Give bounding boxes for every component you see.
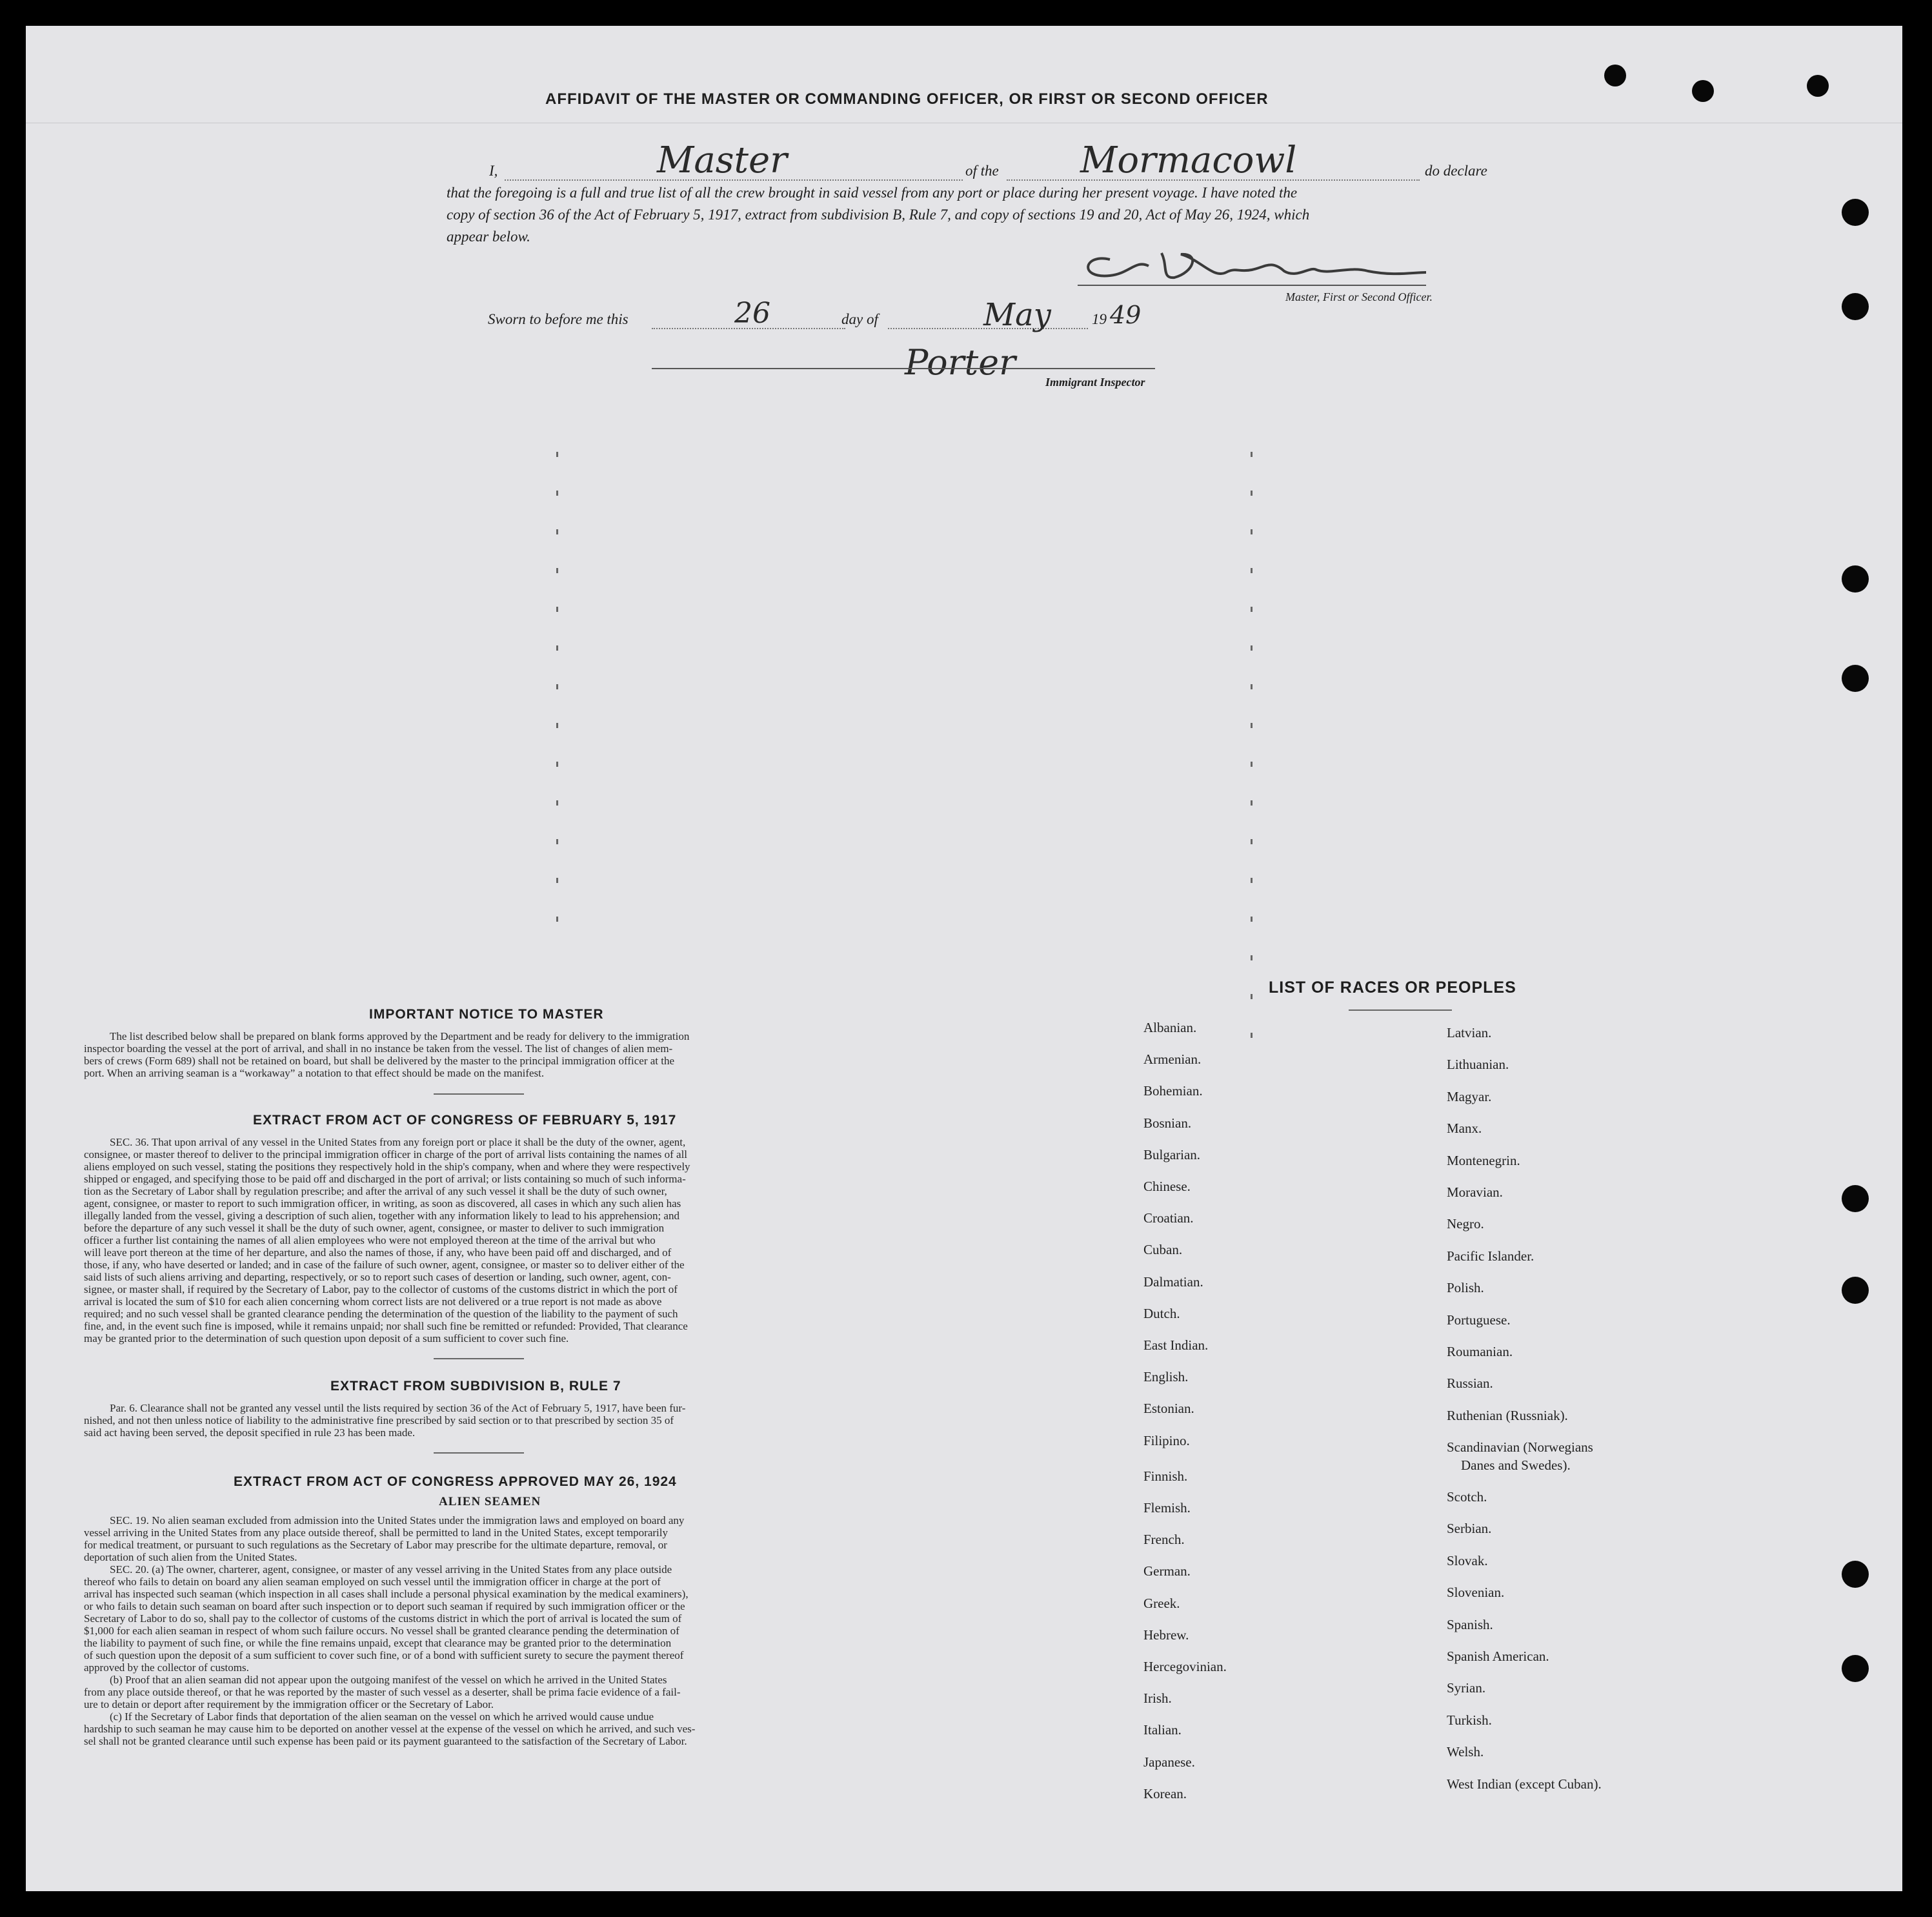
rule7-line: nished, and not then unless notice of liability to the administrative fine prescribed by said section or to that prescribed by section 35 of <box>84 1414 674 1426</box>
do-declare-label: do declare <box>1425 163 1487 179</box>
section-divider <box>434 1358 524 1359</box>
race-item: Polish. <box>1447 1280 1484 1296</box>
extract-1924-line: Secretary of Labor to do so, shall pay to the collector of customs of the customs district in which the port of arrival is located the sum of <box>84 1612 682 1625</box>
sworn-month: May <box>983 297 1051 333</box>
extract-1917-line: SEC. 36. That upon arrival of any vessel in the United States from any foreign port or place it shall be the duty of the owner, agent, <box>110 1136 686 1148</box>
manifest-page <box>26 26 1902 1891</box>
extract-1924-title: EXTRACT FROM ACT OF CONGRESS APPROVED MAY 26, 1924 <box>234 1474 677 1489</box>
notice-line: inspector boarding the vessel at the port of arrival, and shall in no instance be taken from the vessel. The list of changes of alien mem- <box>84 1042 673 1055</box>
race-item: Spanish American. <box>1447 1648 1549 1664</box>
year-prefix: 19 <box>1092 311 1107 327</box>
race-item: Slovak. <box>1447 1552 1488 1568</box>
i-label: I, <box>489 163 498 179</box>
rule7-line: Par. 6. Clearance shall not be granted any vessel until the lists required by section 36 of the Act of February 5, 1917, have been fur- <box>110 1402 686 1414</box>
race-item: Chinese. <box>1143 1179 1191 1194</box>
extract-1924-line: arrival has inspected such seaman (which inspection in all cases shall include a personal physical examination by the medical examiners), <box>84 1588 689 1600</box>
punch-hole <box>1842 1277 1869 1304</box>
race-item: Welsh. <box>1447 1744 1484 1760</box>
notice-line: port. When an arriving seaman is a “workaway” a notation to that effect should be made on the manifest. <box>84 1067 545 1079</box>
race-item: Albanian. <box>1143 1020 1197 1035</box>
rule7-title: EXTRACT FROM SUBDIVISION B, RULE 7 <box>330 1379 621 1394</box>
extract-1917-line: will leave port thereon at the time of her departure, and also the names of those, if any, who have been paid off and discharged, and of <box>84 1246 672 1259</box>
race-item: Hercegovinian. <box>1143 1659 1227 1674</box>
race-item: Russian. <box>1447 1375 1493 1392</box>
fold-marks-left <box>556 452 558 955</box>
extract-1924-line: vessel arriving in the United States from any place outside thereof, shall be permitted to land in the United States, except temporarily <box>84 1527 668 1539</box>
race-item: Montenegrin. <box>1447 1152 1520 1168</box>
race-item: Dalmatian. <box>1143 1273 1203 1290</box>
extract-1924-line: or who fails to detain such seaman on board after such inspection or to deport such seaman if required by such immigration officer or the <box>84 1600 685 1612</box>
race-item: Greek. <box>1143 1595 1180 1611</box>
inspector-line <box>652 368 1155 369</box>
extract-1924-line: $1,000 for each alien seaman in respect of whom such failure occurs. No vessel shall be granted clearance pending the determination of <box>84 1625 679 1637</box>
extract-1924-line: of such question upon the deposit of a sum sufficient to cover such fine, or of a bond with sufficient surety to secure the payment thereof <box>84 1649 684 1661</box>
race-item: Dutch. <box>1143 1305 1180 1321</box>
extract-1917-line: tion as the Secretary of Labor shall by regulation prescribe; and after the arrival of any such vessel it shall be the duty of such owner, <box>84 1185 667 1197</box>
punch-hole-top <box>1807 75 1829 97</box>
race-item: Finnish. <box>1143 1468 1188 1484</box>
punch-hole <box>1842 1561 1869 1588</box>
race-item: Ruthenian (Russniak). <box>1447 1407 1568 1423</box>
race-item: Latvian. <box>1447 1025 1492 1040</box>
races-title-divider <box>1349 1009 1452 1011</box>
race-item: East Indian. <box>1143 1337 1209 1353</box>
extract-1924-text <box>84 1514 923 1747</box>
extract-1917-line: required; and no such vessel shall be granted clearance pending the determination of the question of the liability to the payment of such <box>84 1308 678 1320</box>
affidavit-body-line3: appear below. <box>447 228 530 245</box>
extract-1917-line: fine, and, in the event such fine is imposed, while it remains unpaid; nor shall such fine be remitted or refunded: Provided, That clearance <box>84 1320 688 1332</box>
extract-1917-line: consignee, or master thereof to deliver to the principal immigration officer in charge of the port of arrival lists containing the names of all <box>84 1148 688 1161</box>
extract-1924-line: deportation of such alien from the United States. <box>84 1551 297 1563</box>
race-item: Negro. <box>1447 1216 1484 1232</box>
race-item: Hebrew. <box>1143 1627 1189 1643</box>
punch-hole-top <box>1692 80 1714 102</box>
race-item: Japanese. <box>1143 1754 1195 1770</box>
notice-line: bers of crews (Form 689) shall not be retained on board, but shall be delivered by the master to the principal immigration officer at the <box>84 1055 675 1067</box>
affidavit-body-line2: copy of section 36 of the Act of February 5, 1917, extract from subdivision B, Rule 7, and copy of sections 19 and 20, Act of May 26, 1924, which <box>447 207 1310 223</box>
race-item: Serbian. <box>1447 1521 1492 1537</box>
extract-1917-line: those, if any, who have deserted or landed; and in case of the failure of such owner, agent, consignee, or master so to deliver either of the <box>84 1259 685 1271</box>
officer-name: Master <box>657 139 787 181</box>
extract-1917-line: illegally landed from the vessel, giving a description of such alien, together with any information likely to lead to his apprehension; and <box>84 1210 679 1222</box>
vessel-name: Mormacowl <box>1080 139 1297 181</box>
year-suffix: 49 <box>1110 301 1142 329</box>
punch-hole <box>1842 1185 1869 1212</box>
race-item: Armenian. <box>1143 1051 1202 1068</box>
day-of-label: day of <box>841 311 878 327</box>
extract-1924-line: (b) Proof that an alien seaman did not appear upon the outgoing manifest of the vessel on which he arrived in the United States <box>110 1674 667 1686</box>
sworn-day: 26 <box>734 297 770 330</box>
extract-1924-line: hardship to such seaman he may cause him to be deported on another vessel at the expense of the vessel on which he arrived, and such ves- <box>84 1723 696 1735</box>
extract-1924-subtitle: ALIEN SEAMEN <box>439 1495 541 1508</box>
rule7-text <box>84 1402 923 1439</box>
extract-1924-line: SEC. 19. No alien seaman excluded from admission into the United States under the immigration laws and employed on board any <box>110 1514 685 1527</box>
race-item: Filipino. <box>1143 1432 1190 1448</box>
sworn-label: Sworn to before me this <box>488 311 629 327</box>
race-item: Slovenian. <box>1447 1585 1505 1601</box>
race-item: French. <box>1143 1532 1185 1548</box>
extract-1917-line: aliens employed on such vessel, stating the positions they respectively hold in the ship's company, when and where they were respectively <box>84 1161 690 1173</box>
extract-1917-text <box>84 1136 923 1344</box>
punch-hole <box>1842 199 1869 226</box>
inspector-signature: Porter <box>905 342 1016 383</box>
race-item: German. <box>1143 1563 1191 1579</box>
race-item: Flemish. <box>1143 1500 1191 1516</box>
punch-hole <box>1842 1655 1869 1682</box>
race-item: English. <box>1143 1369 1189 1385</box>
section-divider <box>434 1452 524 1454</box>
race-item: Moravian. <box>1447 1184 1503 1200</box>
extract-1924-line: thereof who fails to detain on board any alien seaman employed on such vessel until the immigration officer in charge at the port of <box>84 1576 661 1588</box>
race-item: Pacific Islander. <box>1447 1248 1535 1264</box>
extract-1917-line: may be granted prior to the determination of such question upon deposit of a sum sufficient to cover such fine. <box>84 1332 569 1344</box>
punch-hole <box>1842 293 1869 320</box>
affidavit-title: AFFIDAVIT OF THE MASTER OR COMMANDING OFFICER, OR FIRST OR SECOND OFFICER <box>545 90 1269 108</box>
race-item: Roumanian. <box>1447 1344 1513 1359</box>
of-the-label: of the <box>965 163 999 179</box>
extract-1917-line: said lists of such aliens arriving and departing, respectively, or so to report such cases of desertion or landing, such owner, agent, con- <box>84 1271 671 1283</box>
extract-1917-line: shipped or engaged, and specifying those to be paid off and discharged in the port of arrival; or lists containing so much of such informa- <box>84 1173 686 1185</box>
race-item: Lithuanian. <box>1447 1057 1509 1073</box>
race-item: Spanish. <box>1447 1616 1493 1632</box>
race-item: Magyar. <box>1447 1088 1492 1104</box>
extract-1924-line: (c) If the Secretary of Labor finds that deportation of the alien seaman on the vessel on which he arrived would cause undue <box>110 1710 654 1723</box>
races-title: LIST OF RACES OR PEOPLES <box>1269 979 1516 997</box>
race-item: Bosnian. <box>1143 1115 1192 1131</box>
race-item: Syrian. <box>1447 1680 1486 1696</box>
race-item: Estonian. <box>1143 1401 1194 1417</box>
extract-1924-line: the liability to payment of such fine, or while the fine remains unpaid, except that clearance may be granted prior to the determination <box>84 1637 672 1649</box>
race-item: Irish. <box>1143 1690 1172 1707</box>
race-item: Danes and Swedes). <box>1461 1457 1571 1473</box>
race-item: Scotch. <box>1447 1489 1487 1505</box>
notice-line: The list described below shall be prepared on blank forms approved by the Department and be ready for delivery to the immigration <box>110 1030 690 1042</box>
extract-1924-line: SEC. 20. (a) The owner, charterer, agent, consignee, or master of any vessel arriving in the United States from any place outside <box>110 1563 672 1576</box>
extract-1917-line: officer a further list containing the names of all alien employees who were not employed thereon at the time of the arrival but who <box>84 1234 656 1246</box>
race-item: Portuguese. <box>1447 1312 1511 1328</box>
extract-1917-line: arrival is located the sum of $10 for each alien concerning whom correct lists are not delivered or a true report is not made as above <box>84 1295 662 1308</box>
fold-marks-right <box>1251 452 1253 1046</box>
extract-1924-line: sel shall not be granted clearance until such expense has been paid or its payment guaranteed to the satisfaction of the Secretary of Labor. <box>84 1735 687 1747</box>
extract-1924-line: ure to detain or deport after requirement by the immigration officer or the Secretary of Labor. <box>84 1698 494 1710</box>
master-signature <box>1071 240 1433 292</box>
extract-1924-line: approved by the collector of customs. <box>84 1661 249 1674</box>
signature-caption: Master, First or Second Officer. <box>1285 290 1433 303</box>
race-item: West Indian (except Cuban). <box>1447 1776 1602 1792</box>
race-item: Croatian. <box>1143 1210 1194 1226</box>
race-item: Korean. <box>1143 1785 1187 1801</box>
race-item: Bohemian. <box>1143 1083 1203 1099</box>
section-divider <box>434 1093 524 1095</box>
inspector-caption: Immigrant Inspector <box>1045 376 1145 389</box>
race-item: Turkish. <box>1447 1712 1492 1728</box>
race-item: Italian. <box>1143 1722 1182 1738</box>
extract-1917-title: EXTRACT FROM ACT OF CONGRESS OF FEBRUARY 5, 1917 <box>253 1113 677 1128</box>
punch-hole-top <box>1604 65 1626 86</box>
punch-hole <box>1842 665 1869 692</box>
affidavit-body-line1: that the foregoing is a full and true list of all the crew brought in said vessel from any port or place during her present voyage. I have noted the <box>447 185 1298 201</box>
notice-title: IMPORTANT NOTICE TO MASTER <box>369 1007 604 1022</box>
race-item: Cuban. <box>1143 1242 1183 1258</box>
extract-1924-line: for medical treatment, or pursuant to such regulations as the Secretary of Labor may prescribe for the ultimate departure, removal, or <box>84 1539 667 1551</box>
extract-1917-line: signee, or master shall, if required by the Secretary of Labor, pay to the collector of customs of the customs district in which the port of <box>84 1283 678 1295</box>
rule7-line: said act having been served, the deposit specified in rule 23 has been made. <box>84 1426 416 1439</box>
punch-hole <box>1842 565 1869 593</box>
extract-1924-line: from any place outside thereof, or that he was reported by the master of such vessel as a deserter, shall be prima facie evidence of a fail- <box>84 1686 681 1698</box>
extract-1917-line: agent, consignee, or master to report to such immigration officer, in writing, as soon as discovered, all cases in which any such alien has <box>84 1197 681 1210</box>
notice-text <box>84 1030 923 1079</box>
race-item: Manx. <box>1447 1121 1482 1137</box>
extract-1917-line: before the departure of any such vessel it shall be the duty of such owner, agent, consignee, or master to deliver to such immigration <box>84 1222 665 1234</box>
race-item: Bulgarian. <box>1143 1146 1201 1162</box>
race-item: Scandinavian (Norwegians <box>1447 1439 1593 1456</box>
